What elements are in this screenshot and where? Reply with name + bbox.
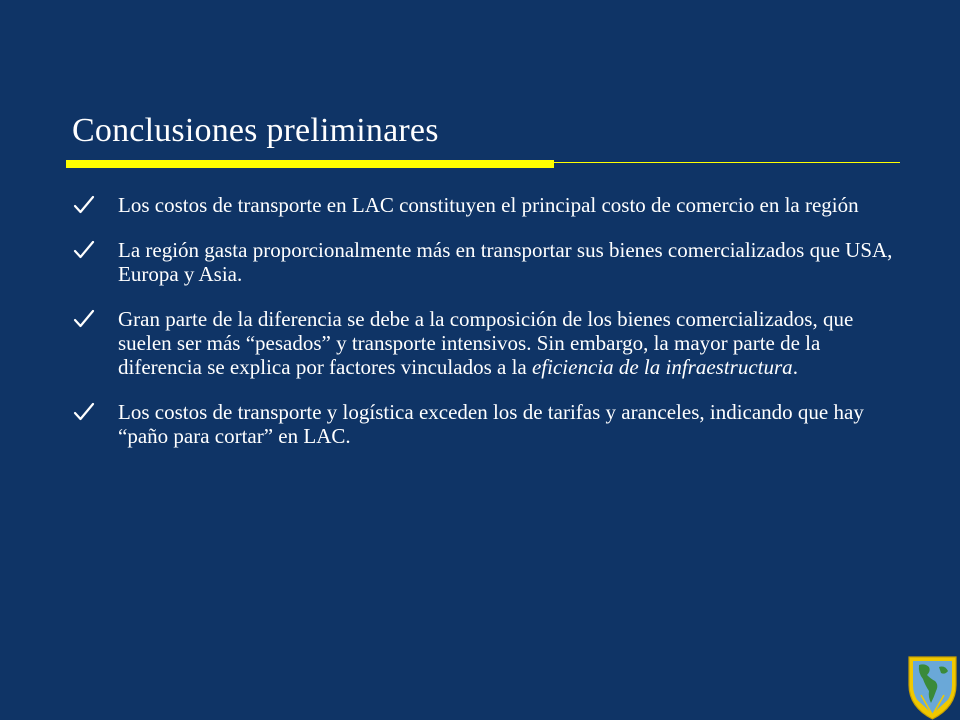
checkmark-icon	[72, 238, 96, 262]
checkmark-icon	[72, 307, 96, 331]
americas-shield-logo-icon	[905, 655, 960, 720]
checkmark-icon	[72, 193, 96, 217]
title-underline-thin	[554, 162, 900, 163]
bullet-list	[72, 193, 902, 469]
bullet-text: La región gasta proporcionalmente más en transportar sus bienes comercializados que USA, Europa y Asia.	[118, 238, 893, 286]
slide-title: Conclusiones preliminares	[72, 112, 439, 149]
bullet-item	[72, 307, 902, 379]
bullet-emphasis: eficiencia de la infraestructura	[531, 355, 793, 379]
bullet-text: Los costos de transporte en LAC constituyen el principal costo de comercio en la región	[118, 193, 859, 217]
bullet-item	[72, 400, 902, 448]
bullet-text-end: .	[792, 355, 798, 379]
bullet-text: Los costos de transporte y logística exceden los de tarifas y aranceles, indicando que hay “paño para cortar” en LAC.	[118, 400, 864, 448]
bullet-text: Gran parte de la diferencia se debe a la composición de los bienes comercializados, que suelen ser más “pesados” y transporte intensivos. Sin embargo, la mayor parte de la diferencia se explica por factores vinculados a la	[118, 307, 854, 379]
bullet-item	[72, 238, 902, 286]
checkmark-icon	[72, 400, 96, 424]
bullet-item	[72, 193, 902, 217]
title-underline-thick	[66, 160, 554, 168]
